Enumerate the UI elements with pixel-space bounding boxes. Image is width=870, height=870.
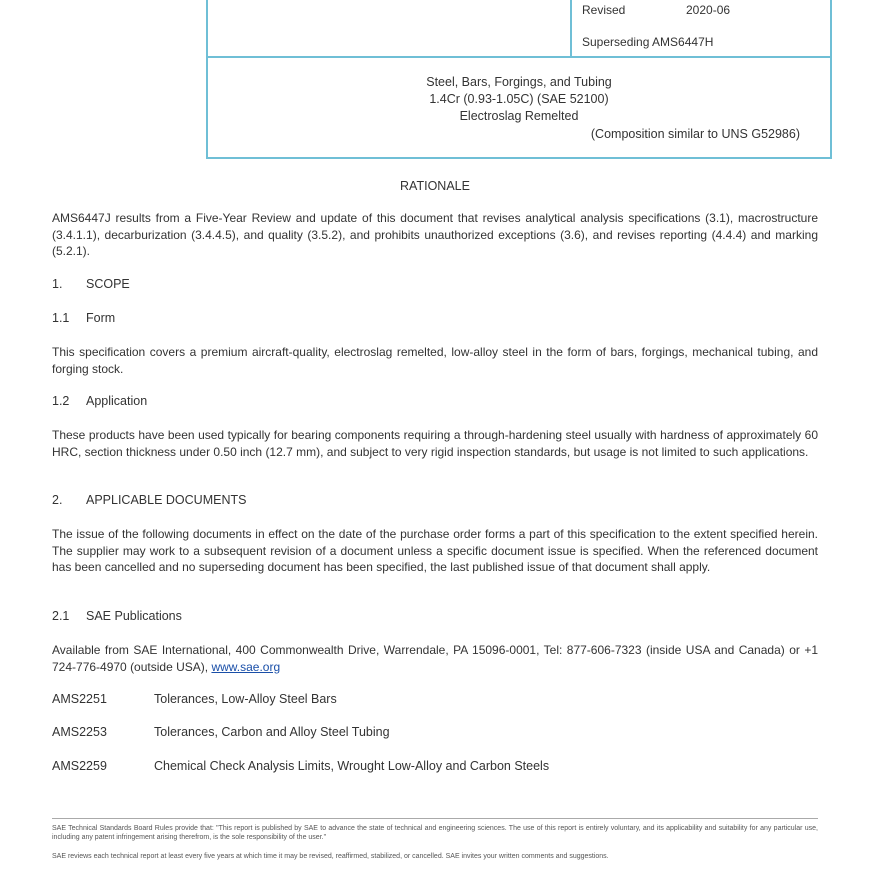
footer-disclaimer: SAE Technical Standards Board Rules provide that: "This report is published by SAE to advance the state of technical and engineering sciences. The use of this report is entirely voluntary, and its applicability and suitability for any particular use, including any patent infringement arising therefrom, is the sole responsibility of the user.": [52, 825, 818, 841]
reference-title: Tolerances, Low-Alloy Steel Bars: [154, 692, 337, 706]
sae-website-link[interactable]: www.sae.org: [211, 659, 281, 674]
application-text: These products have been used typically for bearing components requiring a through-hardening steel usually with hardness of approximately 60 HRC, section thickness under 0.50 inch (12.7 mm), and subject to very rigid inspection standards, but usage is not limited to such applications.: [52, 428, 818, 459]
section-number: 1.: [52, 277, 63, 291]
meta-divider: [570, 0, 572, 56]
rationale-heading: RATIONALE: [400, 179, 470, 193]
composition-note: (Composition similar to UNS G52986): [590, 127, 800, 141]
rationale-text: AMS6447J results from a Five-Year Review and update of this document that revises analytical analysis specifications (3.1), macrostructure (3.4.1.1), decarburization (3.4.4.5), and quality (3.5.2), and prohibits unauthorized exceptions (3.6), and revises reporting (4.4.4) and marking (5.2.1).: [52, 211, 818, 258]
section-title: APPLICABLE DOCUMENTS: [86, 493, 247, 507]
section-title: Form: [86, 311, 116, 325]
reference-row: [52, 692, 337, 706]
revised-label: Revised: [582, 3, 626, 17]
reference-code: AMS2259: [52, 759, 107, 773]
reference-title: Chemical Check Analysis Limits, Wrought Low-Alloy and Carbon Steels: [154, 759, 550, 773]
section-number: 2.: [52, 493, 63, 507]
reference-title: Tolerances, Carbon and Alloy Steel Tubing: [154, 725, 390, 739]
title-box: [206, 56, 832, 159]
reference-code: AMS2253: [52, 725, 107, 739]
section-applicable-documents-heading: [52, 493, 246, 507]
title-line-1: Steel, Bars, Forgings, and Tubing: [426, 75, 612, 89]
reference-code: AMS2251: [52, 692, 107, 706]
section-application-heading: [52, 394, 147, 408]
footer-review-note: SAE reviews each technical report at least every five years at which time it may be revised, reaffirmed, stabilized, or cancelled. SAE invites your written comments and suggestions.: [52, 853, 609, 860]
superseding-note: Superseding AMS6447H: [582, 35, 714, 49]
revised-date: 2020-06: [686, 3, 731, 17]
header-meta-box: [206, 0, 832, 58]
title-line-2: 1.4Cr (0.93-1.05C) (SAE 52100): [429, 92, 609, 106]
section-title: SCOPE: [86, 277, 130, 291]
reference-row: [52, 725, 390, 739]
section-title: SAE Publications: [86, 609, 182, 623]
sae-publications-text: [52, 642, 818, 675]
section-title: Application: [86, 394, 148, 408]
form-text: This specification covers a premium aircraft-quality, electroslag remelted, low-alloy steel in the form of bars, forgings, mechanical tubing, and forging stock.: [52, 345, 818, 376]
section-form-heading: [52, 311, 115, 325]
sae-address: Available from SAE International, 400 Commonwealth Drive, Warrendale, PA 15096-0001, Tel: 877-606-7323 (inside USA and Canada) or +1 724-776-4970 (outside USA),: [52, 643, 818, 674]
section-number: 2.1: [52, 609, 70, 623]
section-sae-publications-heading: [52, 609, 182, 623]
reference-row: [52, 759, 549, 773]
title-line-3: Electroslag Remelted: [459, 109, 579, 123]
section-number: 1.2: [52, 394, 70, 408]
section-number: 1.1: [52, 311, 70, 325]
section-scope-heading: [52, 277, 130, 291]
applicable-documents-text: The issue of the following documents in effect on the date of the purchase order forms a part of this specification to the extent specified herein. The supplier may work to a subsequent revision of a document unless a specific document issue is specified. When the referenced document has been cancelled and no superseding document has been specified, the last published issue of that document shall apply.: [52, 527, 818, 574]
footer-divider: [52, 818, 818, 819]
